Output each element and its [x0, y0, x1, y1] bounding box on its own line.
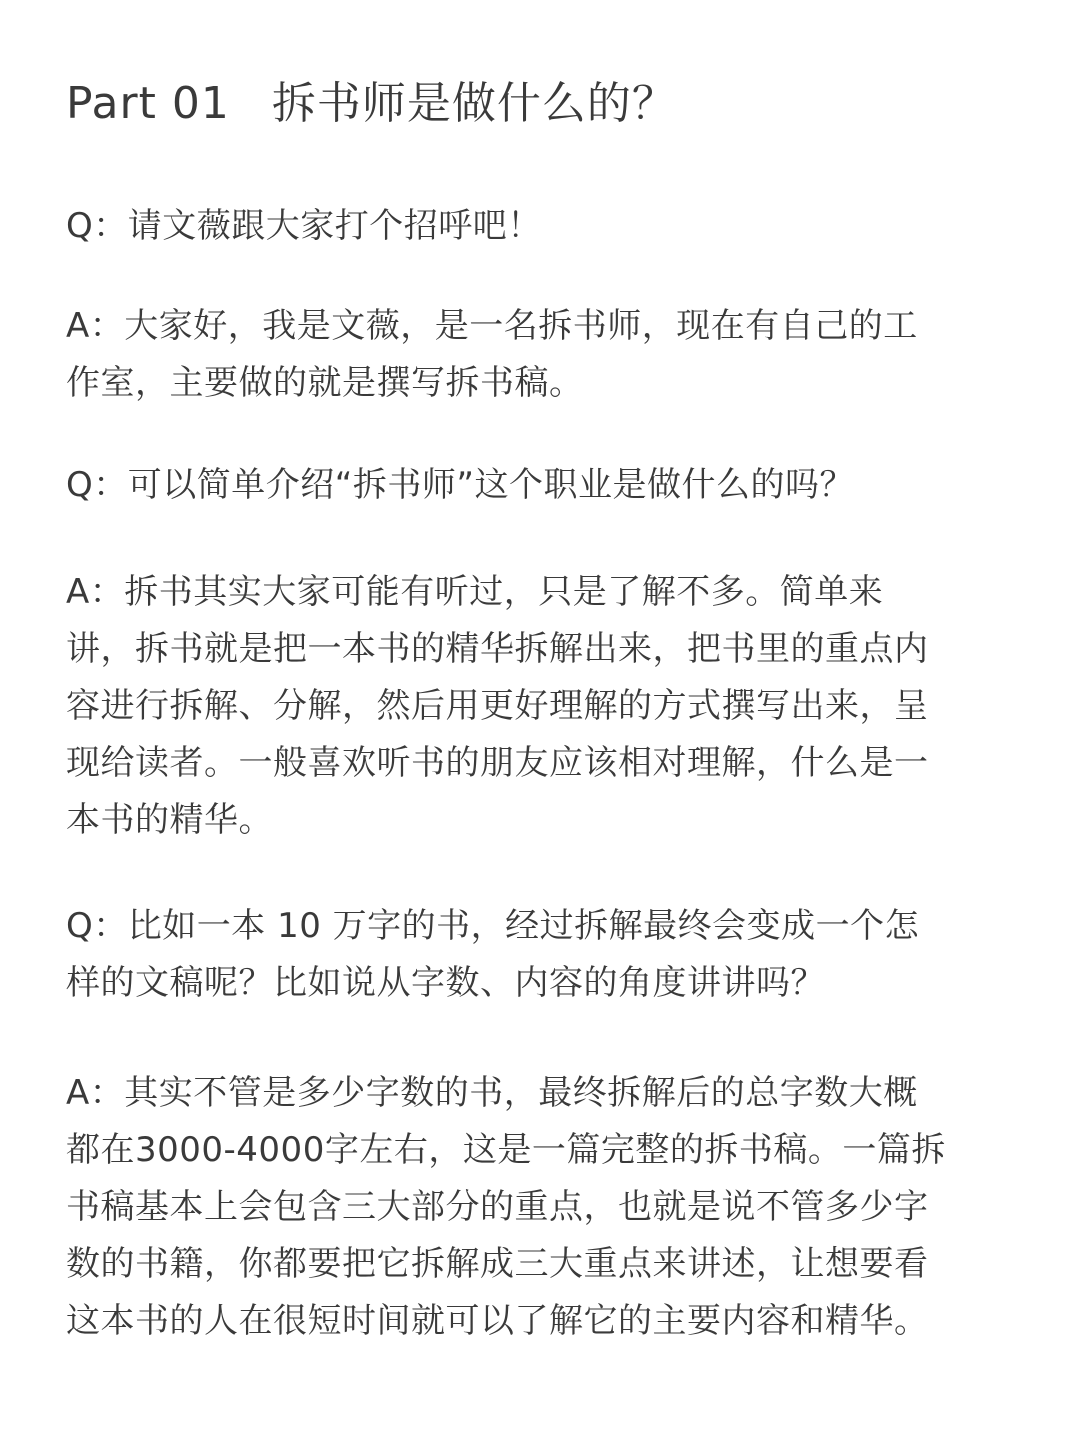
part-label: Part 01 — [66, 78, 230, 129]
question-2-line-1: Q：可以简单介绍“拆书师”这个职业是做什么的吗？ — [66, 465, 854, 505]
question-3-line-2: 样的文稿呢？比如说从字数、内容的角度讲讲吗？ — [66, 963, 825, 1003]
article — [66, 72, 1026, 136]
answer-3-line-5: 这本书的人在很短时间就可以了解它的主要内容和精华。 — [66, 1301, 929, 1341]
answer-3-line-3: 书稿基本上会包含三大部分的重点，也就是说不管多少字 — [66, 1187, 929, 1227]
title-text: 拆书师是做什么的？ — [271, 78, 677, 129]
page-title — [66, 72, 1026, 136]
question-1-line-1: Q：请文薇跟大家打个招呼吧！ — [66, 206, 542, 246]
answer-2-line-5: 本书的精华。 — [66, 800, 273, 840]
answer-1 — [66, 298, 1026, 412]
answer-2 — [66, 564, 1026, 849]
question-3 — [66, 898, 1026, 1012]
answer-1-line-2: 作室，主要做的就是撰写拆书稿。 — [66, 363, 584, 403]
answer-2-line-4: 现给读者。一般喜欢听书的朋友应该相对理解，什么是一 — [66, 743, 929, 783]
question-3-line-1: Q：比如一本 10 万字的书，经过拆解最终会变成一个怎 — [66, 906, 920, 946]
answer-2-line-3: 容进行拆解、分解，然后用更好理解的方式撰写出来，呈 — [66, 686, 929, 726]
answer-3-line-2: 都在3000-4000字左右，这是一篇完整的拆书稿。一篇拆 — [66, 1130, 946, 1170]
question-1 — [66, 198, 1026, 255]
answer-2-line-2: 讲，拆书就是把一本书的精华拆解出来，把书里的重点内 — [66, 629, 929, 669]
answer-2-line-1: A：拆书其实大家可能有听过，只是了解不多。简单来 — [66, 572, 884, 612]
answer-3 — [66, 1065, 1026, 1350]
answer-1-line-1: A：大家好，我是文薇，是一名拆书师，现在有自己的工 — [66, 306, 918, 346]
answer-3-line-1: A：其实不管是多少字数的书，最终拆解后的总字数大概 — [66, 1073, 918, 1113]
question-2 — [66, 457, 1026, 514]
answer-3-line-4: 数的书籍，你都要把它拆解成三大重点来讲述，让想要看 — [66, 1244, 929, 1284]
